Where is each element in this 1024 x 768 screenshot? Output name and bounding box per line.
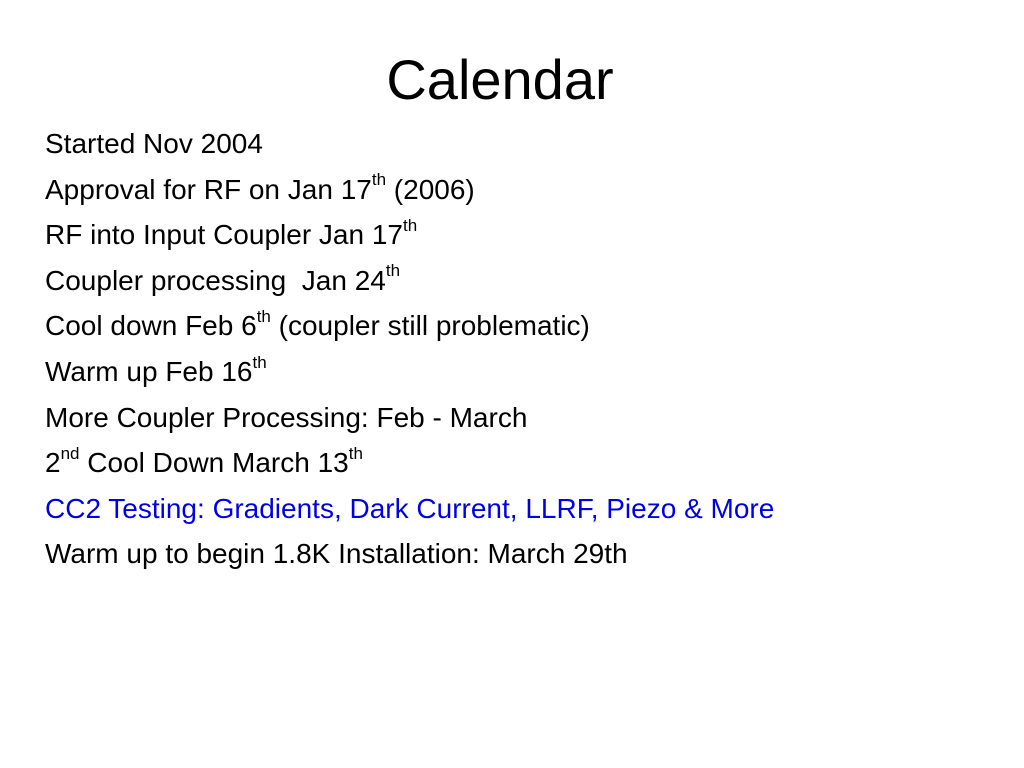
line-text: Coupler processing Jan 24 xyxy=(45,264,386,296)
line-superscript-2: th xyxy=(348,443,363,463)
calendar-line xyxy=(45,167,774,213)
line-superscript: nd xyxy=(60,443,80,463)
line-text: Warm up to begin 1.8K Installation: March 29th xyxy=(45,538,628,570)
line-superscript: th xyxy=(371,170,387,190)
line-text: Warm up Feb 16 xyxy=(45,355,253,387)
line-text: More Coupler Processing: Feb - March xyxy=(45,401,528,433)
line-text-after: (2006) xyxy=(386,173,475,205)
line-text: Cool down Feb 6 xyxy=(45,310,257,342)
calendar-line xyxy=(45,121,774,167)
line-superscript: th xyxy=(402,215,418,235)
calendar-line xyxy=(45,258,774,304)
line-text: RF into Input Coupler Jan 17 xyxy=(45,219,403,251)
line-text: 2 xyxy=(45,447,61,479)
calendar-line xyxy=(45,440,774,486)
line-text: CC2 Testing: Gradients, Dark Current, LLRF, Piezo & More xyxy=(45,492,775,524)
line-text: Started Nov 2004 xyxy=(45,128,263,159)
calendar-line-highlight xyxy=(45,486,774,532)
line-superscript: th xyxy=(256,307,271,327)
calendar-line xyxy=(45,395,774,441)
line-text-after: (coupler still problematic) xyxy=(270,310,590,342)
calendar-line xyxy=(45,303,774,349)
calendar-line xyxy=(45,531,774,577)
line-superscript: th xyxy=(252,352,267,372)
calendar-list xyxy=(45,121,774,577)
calendar-line xyxy=(45,349,774,395)
line-superscript: th xyxy=(385,261,401,281)
calendar-line xyxy=(45,212,774,258)
slide-title: Calendar xyxy=(386,48,614,111)
line-text-after: Cool Down March 13 xyxy=(79,447,349,479)
line-text: Approval for RF on Jan 17 xyxy=(45,173,372,205)
